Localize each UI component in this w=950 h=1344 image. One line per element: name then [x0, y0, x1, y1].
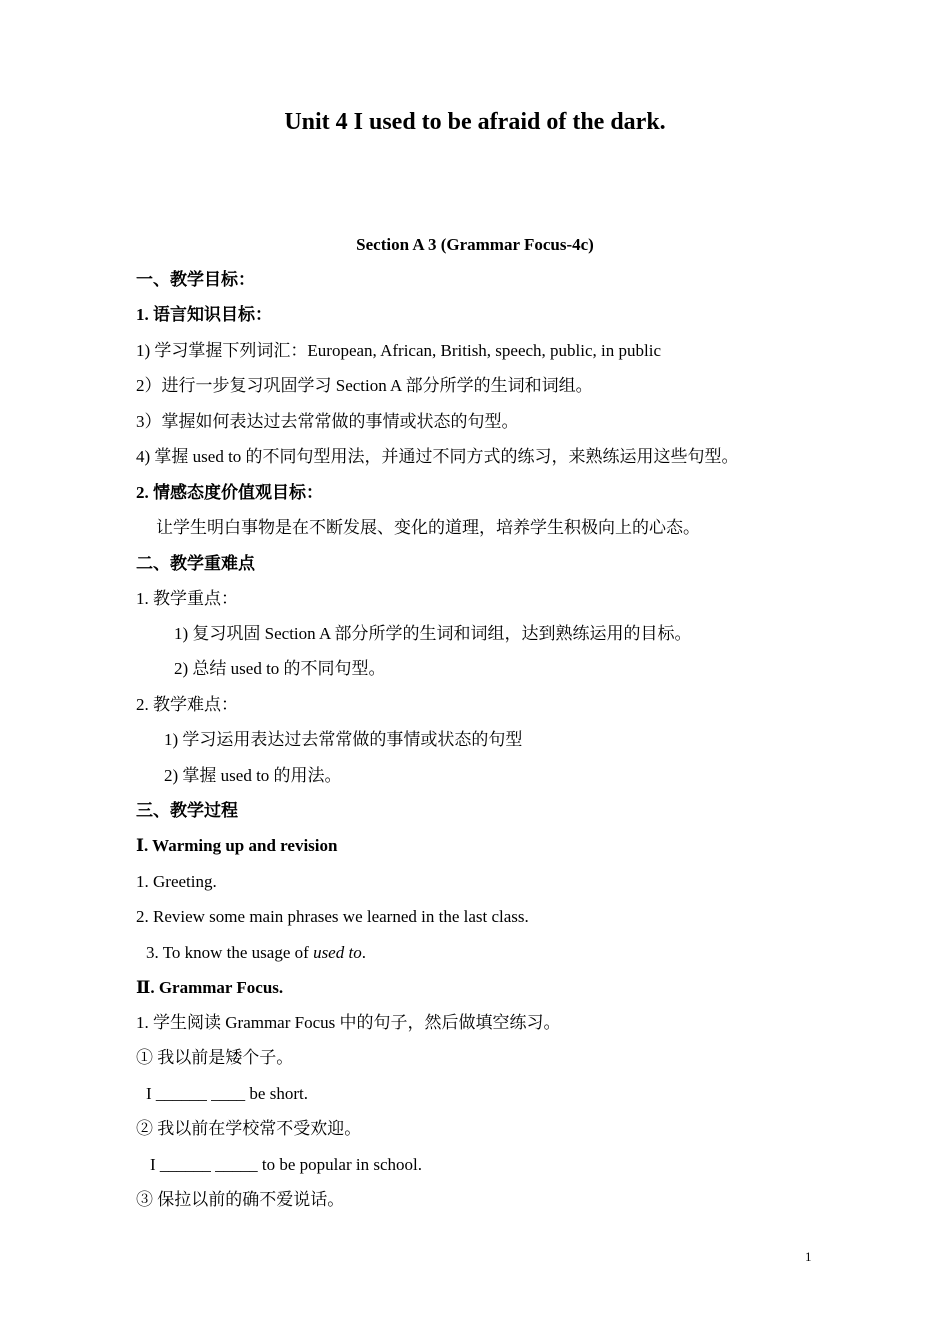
objective-item: 3）掌握如何表达过去常常做的事情或状态的句型。	[136, 412, 519, 431]
subheading-focus: 1. 教学重点：	[136, 589, 238, 608]
paragraph: 让学生明白事物是在不断发展、变化的道理，培养学生积极向上的心态。	[156, 518, 700, 537]
heading-teaching-process: 三、教学过程	[136, 801, 238, 820]
heading-grammar-focus: Ⅱ. Grammar Focus.	[136, 978, 284, 997]
heading-emotional-objectives: 2. 情感态度价值观目标：	[136, 483, 323, 502]
list-item	[146, 941, 366, 965]
exercise-prompt: ③ 保拉以前的确不爱说话。	[136, 1190, 345, 1209]
section-heading: Section A 3 (Grammar Focus-4c)	[356, 235, 594, 254]
page-number: 1	[805, 1249, 812, 1264]
exercise-blank: I ______ ____ be short.	[146, 1084, 308, 1103]
page-title: Unit 4 I used to be afraid of the dark.	[284, 109, 666, 135]
list-item-prefix: 3. To know the usage of	[146, 943, 314, 962]
exercise-prompt: ② 我以前在学校常不受欢迎。	[136, 1119, 362, 1138]
objective-item: 4) 掌握 used to 的不同句型用法，并通过不同方式的练习，来熟练运用这些句型。	[136, 447, 739, 466]
list-item: 1) 复习巩固 Section A 部分所学的生词和词组，达到熟练运用的目标。	[174, 624, 692, 643]
list-item: 1. Greeting.	[136, 872, 217, 891]
subheading-difficulty: 2. 教学难点：	[136, 695, 238, 714]
list-item: 2. Review some main phrases we learned in the last class.	[136, 907, 529, 926]
exercise-prompt: ① 我以前是矮个子。	[136, 1048, 294, 1067]
exercise-blank: I ______ _____ to be popular in school.	[150, 1155, 422, 1174]
list-item: 1) 学习运用表达过去常常做的事情或状态的句型	[164, 730, 523, 749]
objective-item: 1) 学习掌握下列词汇：European, African, British, speech, public, in public	[136, 341, 662, 360]
list-item-suffix: .	[361, 943, 366, 962]
objective-item: 2）进行一步复习巩固学习 Section A 部分所学的生词和词组。	[136, 376, 593, 395]
list-item: 2) 总结 used to 的不同句型。	[174, 659, 386, 678]
heading-key-points: 二、教学重难点	[136, 554, 255, 573]
list-item-italic: used to	[313, 943, 362, 962]
heading-teaching-objectives: 一、教学目标：	[136, 270, 255, 289]
heading-language-knowledge: 1. 语言知识目标：	[136, 305, 272, 324]
list-item: 2) 掌握 used to 的用法。	[164, 766, 342, 785]
heading-warming-up: Ⅰ. Warming up and revision	[136, 836, 338, 855]
paragraph: 1. 学生阅读 Grammar Focus 中的句子，然后做填空练习。	[136, 1013, 561, 1032]
